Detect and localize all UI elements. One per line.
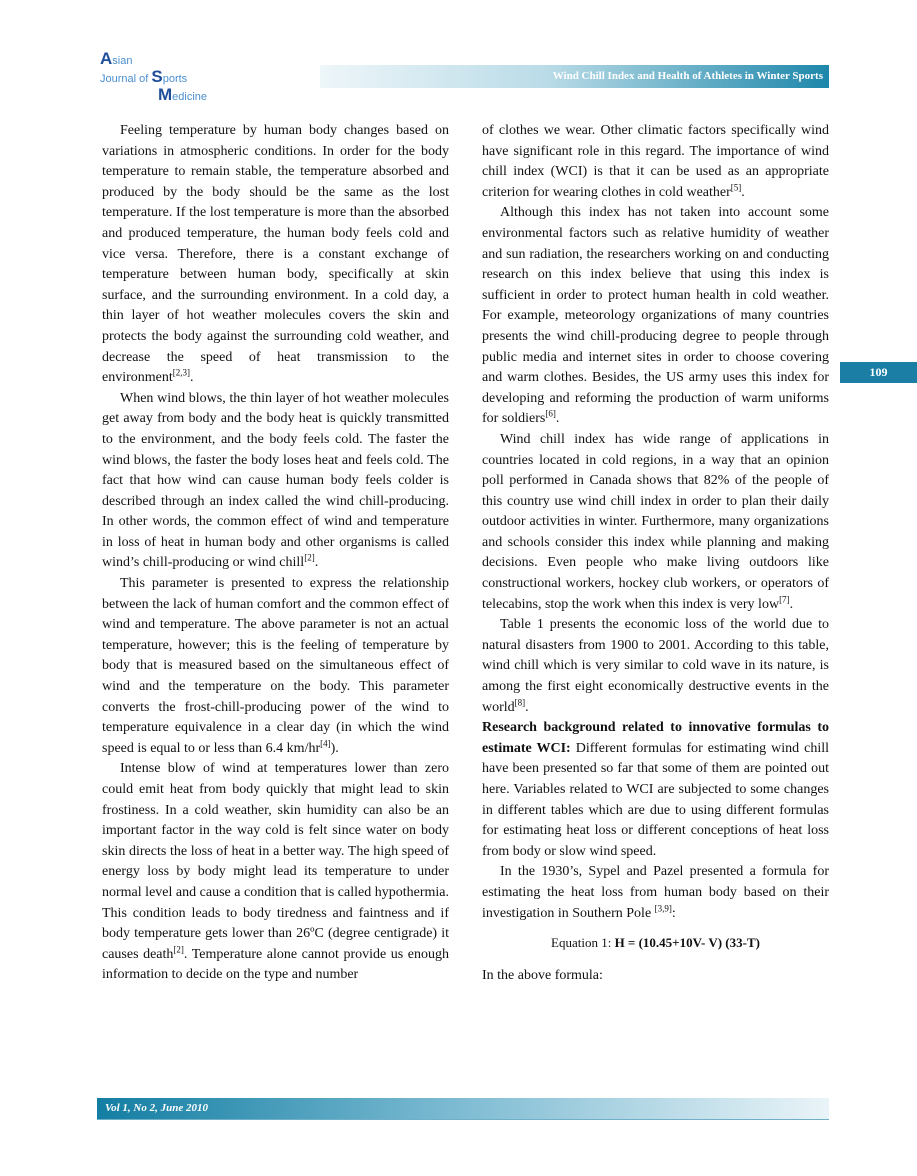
text: : xyxy=(671,905,676,921)
citation: [7] xyxy=(779,594,790,604)
right-column xyxy=(482,121,829,986)
logo-row: Asian xyxy=(100,49,133,68)
citation: [2] xyxy=(173,944,184,955)
text: Although this index has not taken into account some environmental factors such as relative humidity of weather and sun radiation, the researchers working on and conducting research on this index believe that using this index is sufficient in order to protect human health in cold weather. For example, meteorology organizations of many countries presents the wind chill-producing degree to people through public media and internet sites in order to choose covering and warm clothes. Besides, the US army uses this index for developing and reforming the production of warm uniforms for soldiers xyxy=(482,205,829,427)
paragraph xyxy=(482,966,829,987)
journal-logo xyxy=(100,50,260,104)
paragraph xyxy=(482,430,829,615)
text: When wind blows, the thin layer of hot weather molecules get away from body and the body heat is quickly transmitted to the environment, and the body feels cold. The faster the wind blows, the faster the body loses heat and feels cold. The fact that how wind can cause human body feels colder is described through an index called the wind chill-producing. In other words, the common effect of wind and temperature in loss of heat in human body and other organisms is called wind’s chill-producing or wind chill xyxy=(102,390,449,571)
text: Different formulas for estimating wind chill have been presented so far that some of them are pointed out here. Variables related to WCI are subjected to some changes in different tables which are due to using different formulas for estimating heat loss or different conceptions of heat loss from body or slow wind speed. xyxy=(482,740,829,859)
citation: [3,9] xyxy=(654,902,672,913)
text: . xyxy=(555,411,560,427)
text: . xyxy=(741,184,745,200)
text: In the above formula: xyxy=(482,967,603,983)
paragraph xyxy=(482,121,829,203)
left-column xyxy=(102,121,449,986)
citation: [6] xyxy=(545,408,556,419)
paragraph xyxy=(482,615,829,718)
text: . xyxy=(190,370,194,386)
paragraph xyxy=(102,121,449,389)
citation: [2,3] xyxy=(172,367,191,378)
text: In the 1930’s, Sypel and Pazel presented a formula for estimating the heat loss from human body based on their investigation in Southern Pole xyxy=(482,864,829,921)
running-title: Wind Chill Index and Health of Athletes in Winter Sports xyxy=(552,70,823,82)
paragraph xyxy=(482,718,829,862)
paragraph xyxy=(102,389,449,574)
equation xyxy=(482,933,829,954)
logo-row: Journal of Sports xyxy=(100,67,188,86)
paragraph xyxy=(482,862,829,924)
text: of clothes we wear. Other climatic factors specifically wind have significant role in this regard. The importance of wind chill index (WCI) is that it can be used as an appropriate criterion for wearing clothes in cold weather xyxy=(482,123,829,200)
text: Intense blow of wind at temperatures lower than zero could emit heat from body quickly that might lead to skin frostiness. In a cold weather, skin humidity can also be an important factor in the way cold is felt since water on body skin directs the loss of heat in a better way. The high speed of energy loss by body might lead its temperature to under normal level and cause a condition that is called hypothermia. This condition leads to body tiredness and faintness and if body temperature gets lower than 26ºC (degree centigrade) it causes death xyxy=(102,761,449,962)
citation: [2] xyxy=(304,552,315,563)
paragraph xyxy=(102,759,449,986)
paragraph xyxy=(102,574,449,759)
text: Feeling temperature by human body changes based on variations in atmospheric conditions. In order for the body temperature to remain stable, the temperature absorbed and produced by the body should be the same as the lost temperature. If the lost temperature is more than the absorbed and produced temperature, the human body feels cold and vice versa. Therefore, there is a constant exchange of temperature between human body, specifically at skin surface, and the surrounding environment. In a cold day, a thin layer of hot weather molecules covers the skin and protects the body against the surrounding cold weather, and decrease the speed of heat transmission to the environment xyxy=(102,123,449,386)
bold-text: Research background related to innovative formulas to estimate WCI: xyxy=(482,720,829,756)
bold-text: H = (10.45+10V- V) (33-T) xyxy=(614,935,760,951)
text: Equation 1: xyxy=(551,935,615,951)
text: . Temperature alone cannot provide us enough information to decide on the type and number xyxy=(102,946,450,983)
text: Table 1 presents the economic loss of the world due to natural disasters from 1900 to 2001. According to this table, wind chill which is very similar to cold wave in its nature, is among the first eight economically destructive events in the world xyxy=(482,617,829,715)
text: Wind chill index has wide range of applications in countries located in cold regions, in a way that an opinion poll performed in Canada shows that 82% of the people of this country use wind chill index in order to plan their daily outdoor activities in winter. Furthermore, many organizations and schools consider this index while planning and making decisions. Even people who make living outdoors like constructional workers, hockey club workers, or operators of telecabins, stop the work when this index is very low xyxy=(482,431,829,612)
citation: [8] xyxy=(514,696,526,707)
text: . xyxy=(789,596,794,612)
footer-bar xyxy=(97,1098,829,1120)
text: ). xyxy=(330,740,339,756)
issue-info: Vol 1, No 2, June 2010 xyxy=(105,1102,208,1114)
header-bar xyxy=(320,65,829,88)
paragraph xyxy=(482,203,829,430)
citation: [5] xyxy=(730,182,742,193)
citation: [4] xyxy=(320,738,331,749)
text: This parameter is presented to express the relationship between the lack of human comfort and the common effect of wind and temperature. The above parameter is not an actual temperature, however; this is the feeling of temperature by body that is measured based on the simultaneous effect of wind and the temperature on the body. This parameter converts the frost-chill-producing power of the wind to temperature equivalence in a clear day (in which the wind speed is equal to or less than 6.4 km/hr xyxy=(102,576,449,756)
page-number: 109 xyxy=(840,362,917,383)
text: . xyxy=(525,699,529,715)
text: . xyxy=(314,555,319,571)
logo-row: Medicine xyxy=(158,85,208,104)
